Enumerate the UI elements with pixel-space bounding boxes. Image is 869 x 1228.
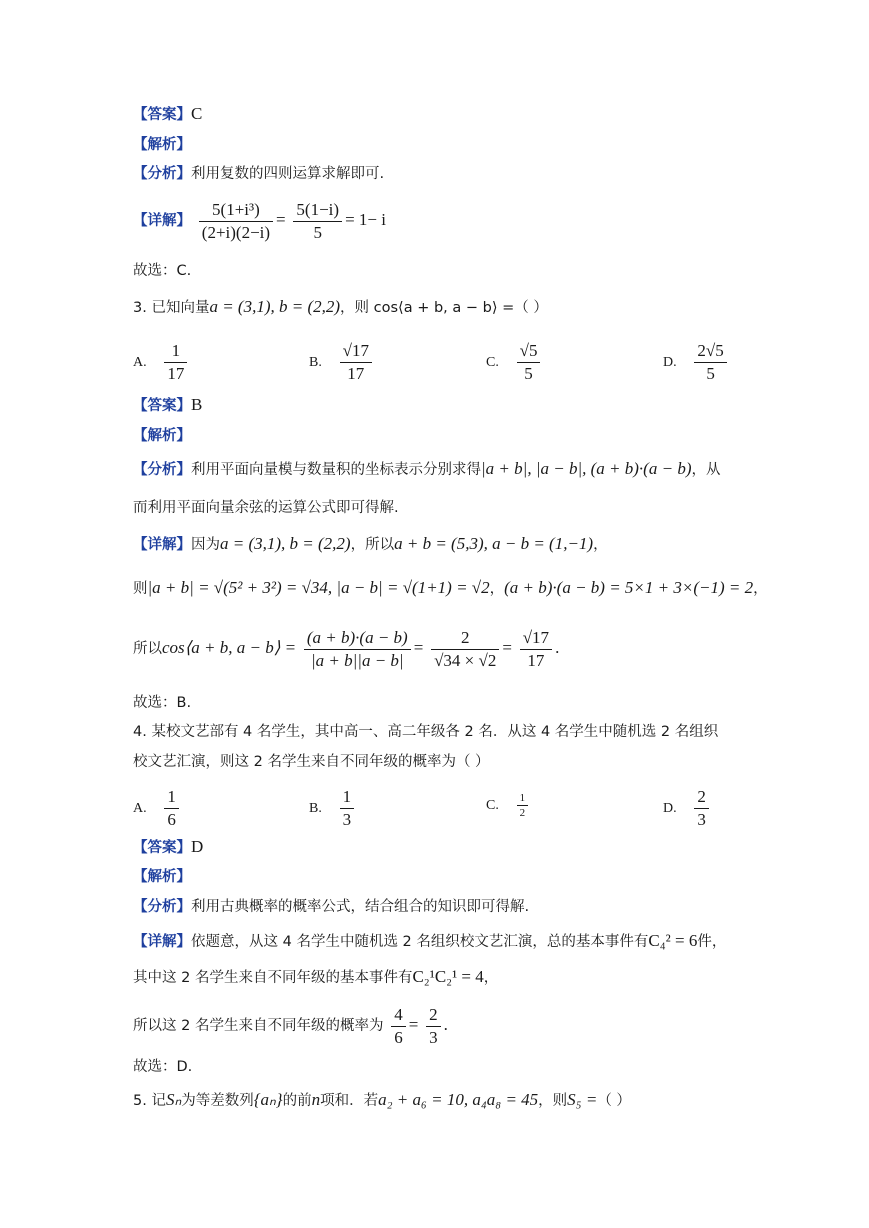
fraction: $\frac{1}{3}$ — [340, 786, 355, 831]
fraction — [199, 199, 273, 244]
fraction: $\frac{2√5}{5}$ — [694, 340, 726, 385]
option-d[interactable]: D. $\frac{2}{3}$ — [663, 786, 712, 831]
option-a[interactable]: A. $\frac{1}{17}$ — [133, 340, 190, 385]
fenxi-line-2: 而利用平面向量余弦的运算公式即可得解. — [133, 500, 399, 516]
fraction: $\frac{√17}{17}$ — [520, 627, 552, 672]
math-expr: a = (3,1), b = (2,2) — [220, 534, 351, 553]
detail-line-3: 所以这 2 名学生来自不同年级的概率为 $\frac{4}{6}$ = $\frac{2}{3}$ . — [133, 1004, 448, 1047]
detail-line: 【详解】 $\frac{\text{5(1+i³)}}{(2+i)(2-i)}$ = $\frac{5(1-i)}{5}$ = 1− i — [133, 199, 386, 242]
detail-line: 【详解】因为a = (3,1), b = (2,2)，所以a + b = (5,3), a − b = (1,−1)， — [133, 534, 608, 553]
option-c[interactable]: C. $\frac{√5}{5}$ — [486, 340, 543, 385]
fraction: $\frac{1}{17}$ — [164, 340, 187, 385]
answer-value: C — [191, 104, 203, 123]
fraction: $\frac{2}{3}$ — [426, 1004, 441, 1049]
answer-value: B — [191, 395, 203, 414]
math-expr: a = (3,1), b = (2,2) — [209, 297, 341, 316]
choose-line: 故选：B. — [133, 695, 192, 711]
math-expr: |a + b| = √(5² + 3²) = √34, |a − b| = √(1+1) = √2 — [147, 578, 490, 597]
fraction-denominator: 5 — [313, 222, 322, 242]
fraction: $\frac{√5}{5}$ — [517, 340, 541, 385]
math-expr: a + b = (5,3), a − b = (1,−1) — [394, 534, 594, 553]
choose-line — [133, 260, 191, 281]
fraction: $\frac{2}{3}$ — [694, 786, 709, 831]
question-4-stem: 4. 某校文艺部有 4 名学生，其中高一、高二年级各 2 名．从这 4 名学生中随机选 2 名组织 — [133, 724, 719, 740]
option-d[interactable]: D. $\frac{2√5}{5}$ — [663, 340, 730, 385]
analysis-tag: 【解析】 — [133, 137, 191, 153]
detail-line: 【详解】依题意，从这 4 名学生中随机选 2 名组织校文艺汇演，总的基本事件有C₄² = 6件， — [133, 931, 727, 950]
answer-line — [133, 104, 202, 125]
detail-line-2: 其中这 2 名学生来自不同年级的基本事件有C₂¹C₂¹ = 4， — [133, 967, 499, 986]
answer-line: 【答案】B — [133, 395, 203, 414]
math-expr: a₂ + a₆ = 10, a₄a₈ = 45 — [378, 1090, 539, 1109]
option-a[interactable]: A. $\frac{1}{6}$ — [133, 786, 182, 831]
math-expr: (a + b)·(a − b) = 5×1 + 3×(−1) = 2 — [504, 578, 754, 597]
fenxi-line: 【分析】利用古典概率的概率公式，结合组合的知识即可得解. — [133, 899, 530, 915]
option-b[interactable]: B. $\frac{1}{3}$ — [309, 786, 357, 831]
option-c[interactable]: C. $\frac{1}{2}$ — [486, 791, 531, 820]
fenxi-tag: 【分析】 — [133, 166, 191, 182]
fraction: $\frac{1}{2}$ — [517, 791, 529, 820]
fraction: $\frac{(a + b)\cdot(a - b)}{|a + b||a - b|}$ — [304, 627, 411, 672]
fenxi-line — [133, 163, 384, 184]
answer-line: 【答案】D — [133, 837, 204, 856]
fraction: $\frac{1}{6}$ — [164, 786, 179, 831]
detail-line-3: 所以cos⟨a + b, a − b⟩ = $\frac{(a + b)\cdot(a - b)}{|a + b||a - b|}$ = $\frac{2}{√34 \times √2}$ = $\frac{√17}{17}$ . — [133, 627, 560, 670]
question-3-stem: 3. 已知向量a = (3,1), b = (2,2)，则 cos⟨a + b, a − b⟩ =（ ） — [133, 297, 548, 316]
choose-text: 故选：C. — [133, 263, 192, 279]
math-expr: |a + b|, |a − b|, (a + b)·(a − b) — [481, 459, 692, 478]
result: = 1− i — [345, 210, 386, 229]
fraction: $\frac{2}{√34 \times √2}$ — [431, 627, 499, 672]
fraction-numerator: 5(1+i³) — [199, 199, 273, 222]
answer-tag: 【答案】 — [133, 107, 191, 123]
detail-line-2: 则|a + b| = √(5² + 3²) = √34, |a − b| = √(1+1) = √2，(a + b)·(a − b) = 5×1 + 3×(−1) = 2， — [133, 578, 768, 597]
answer-value: D — [191, 837, 204, 856]
fraction-numerator: 5(1−i) — [293, 199, 342, 222]
analysis-line: 【解析】 — [133, 428, 191, 444]
question-4-stem-2: 校文艺汇演，则这 2 名学生来自不同年级的概率为（ ） — [133, 754, 490, 770]
option-b[interactable]: B. $\frac{√17}{17}$ — [309, 340, 375, 385]
fraction-denominator: (2+i)(2−i) — [201, 222, 271, 242]
fraction — [293, 199, 342, 244]
question-5-stem: 5. 记Sₙ为等差数列{aₙ}的前n项和．若a₂ + a₆ = 10, a₄a₈ = 45，则S₅ =（ ） — [133, 1090, 631, 1109]
fenxi-text: 利用复数的四则运算求解即可. — [191, 166, 385, 182]
fraction: $\frac{4}{6}$ — [391, 1004, 406, 1049]
fenxi-line: 【分析】利用平面向量模与数量积的坐标表示分别求得|a + b|, |a − b|, (a + b)·(a − b)，从 — [133, 459, 721, 478]
analysis-line — [133, 134, 191, 155]
math-expr: C₄² = 6 — [648, 931, 698, 950]
analysis-line: 【解析】 — [133, 869, 191, 885]
choose-line: 故选：D. — [133, 1059, 193, 1075]
math-expr: C₂¹C₂¹ = 4 — [412, 967, 484, 986]
detail-tag: 【详解】 — [133, 213, 191, 229]
fraction: $\frac{√17}{17}$ — [340, 340, 372, 385]
